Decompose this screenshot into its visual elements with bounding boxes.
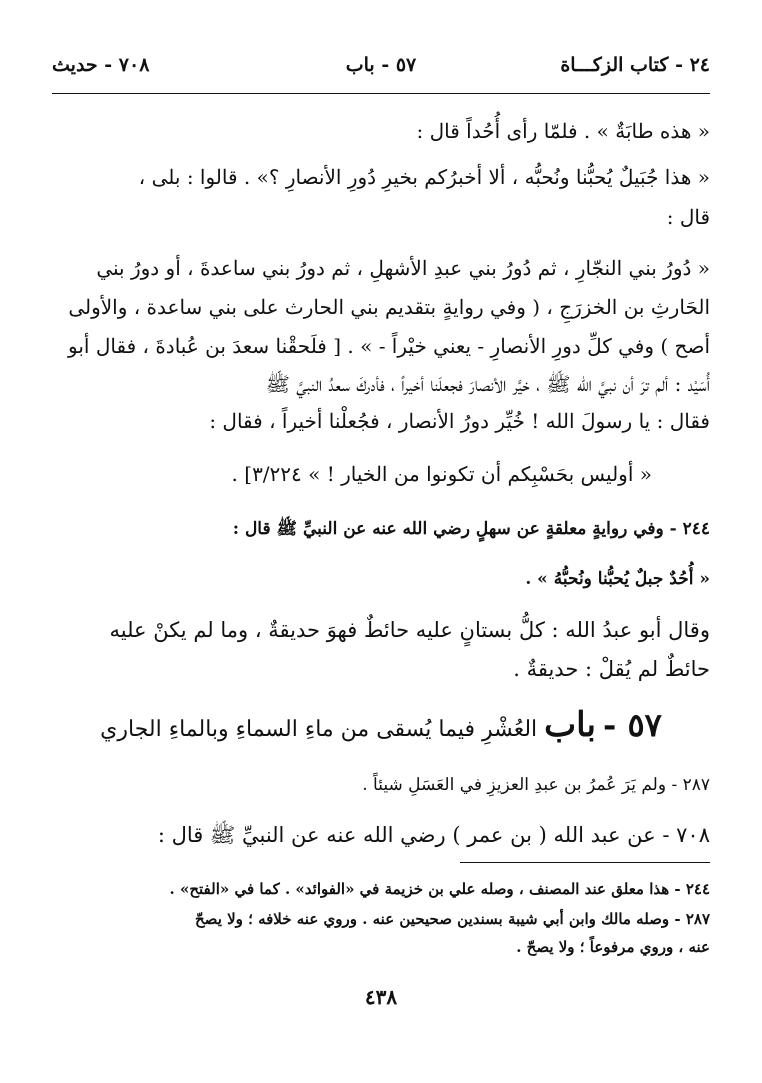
page-number: ٤٣٨ — [364, 985, 398, 1009]
note-line: حائطٌ لم يُقلْ : حديقةٌ . — [513, 657, 710, 681]
hadith-244-heading: ٢٤٤ - وفي روايةٍ معلقةٍ عن سهلٍ رضي الله عنه عن النبيِّ ﷺ قال : — [232, 519, 710, 539]
footnote-divider — [460, 862, 710, 863]
footnote-line: عنه ، وروي مرفوعاً ؛ ولا يصحّ . — [516, 938, 710, 956]
header-book-title: ٢٤ - كتاب الزكـــاة — [560, 54, 710, 76]
running-header — [52, 48, 710, 88]
note-line: وقال أبو عبدُ الله : كلُّ بستانٍ عليه حائطٌ فهوَ حديقةٌ ، وما لم يكنْ عليه — [109, 618, 710, 642]
chapter-word: باب — [544, 705, 597, 745]
footnote-line: ٢٨٧ - وصله مالك وابن أبي شيبة بسندين صحيحين عنه . وروي عنه خلافه ؛ ولا يصحّ — [195, 910, 710, 928]
chapter-heading — [52, 705, 710, 750]
text-line: فقال : يا رسولَ الله ! خُيِّر دورُ الأنصار ، فجُعلْنا أخيراً ، فقال : — [209, 409, 710, 433]
text-line: أصح ) وفي كلِّ دورِ الأنصارِ - يعني خيْراً - » . [ فلَحقْنا سعدَ بن عُبادةَ ، فقال أبو — [68, 334, 710, 358]
header-divider — [52, 93, 710, 94]
text-line: قال : — [666, 205, 710, 229]
text-line: « هذه طابَةٌ » . فلمّا رأى أُحُداً قال : — [416, 119, 710, 143]
footnote-line: ٢٤٤ - هذا معلق عند المصنف ، وصله علي بن خزيمة في «الفوائد» . كما في «الفتح» . — [169, 880, 710, 898]
header-hadith: ٧٠٨ - حديث — [52, 54, 150, 76]
item-287: ٢٨٧ - ولم يَرَ عُمرُ بن عبدِ العزيزِ في العَسَلِ شيئاً . — [362, 775, 710, 795]
chapter-title: العُشْرِ فيما يُسقى من ماءِ السماءِ وبالماءِ الجاري — [100, 717, 538, 742]
header-chapter: ٥٧ - باب — [345, 54, 417, 76]
text-line: « هذا جُبَيلٌ يُحبُّنا ونُحبُّه ، ألا أخبرُكم بخيرِ دُورِ الأنصارِ ؟» . قالوا : بلى ، — [138, 165, 710, 189]
chapter-number: ٥٧ - — [603, 706, 662, 744]
text-line: الحَارثِ بن الخزرَجِ ، ( وفي روايةٍ بتقديم بني الحارث على بني ساعدة ، والأولى — [68, 295, 710, 319]
hadith-708: ٧٠٨ - عن عبد الله ( بن عمر ) رضي الله عنه عن النبيِّ ﷺ قال : — [157, 823, 710, 847]
text-line: أُسَيْد : ألم ترَ أن نبيَّ الله ﷺ ، خيَّر الأنصارَ فجعلَنا أخيراً ، فأدركَ سعدُ النبيَّ ﷺ — [265, 372, 710, 396]
text-line: « أوليس بحَسْبِكم أن تكونوا من الخيار ! » ٣/٢٢٤] . — [231, 462, 652, 486]
hadith-244-text: « أُحُدٌ جبلٌ يُحبُّنا ونُحبُّهُ » . — [525, 569, 710, 589]
text-line: « دُورُ بني النجّارِ ، ثم دُورُ بني عبدِ الأشهلِ ، ثم دورُ بني ساعدةَ ، أو دورُ بني — [96, 256, 710, 280]
